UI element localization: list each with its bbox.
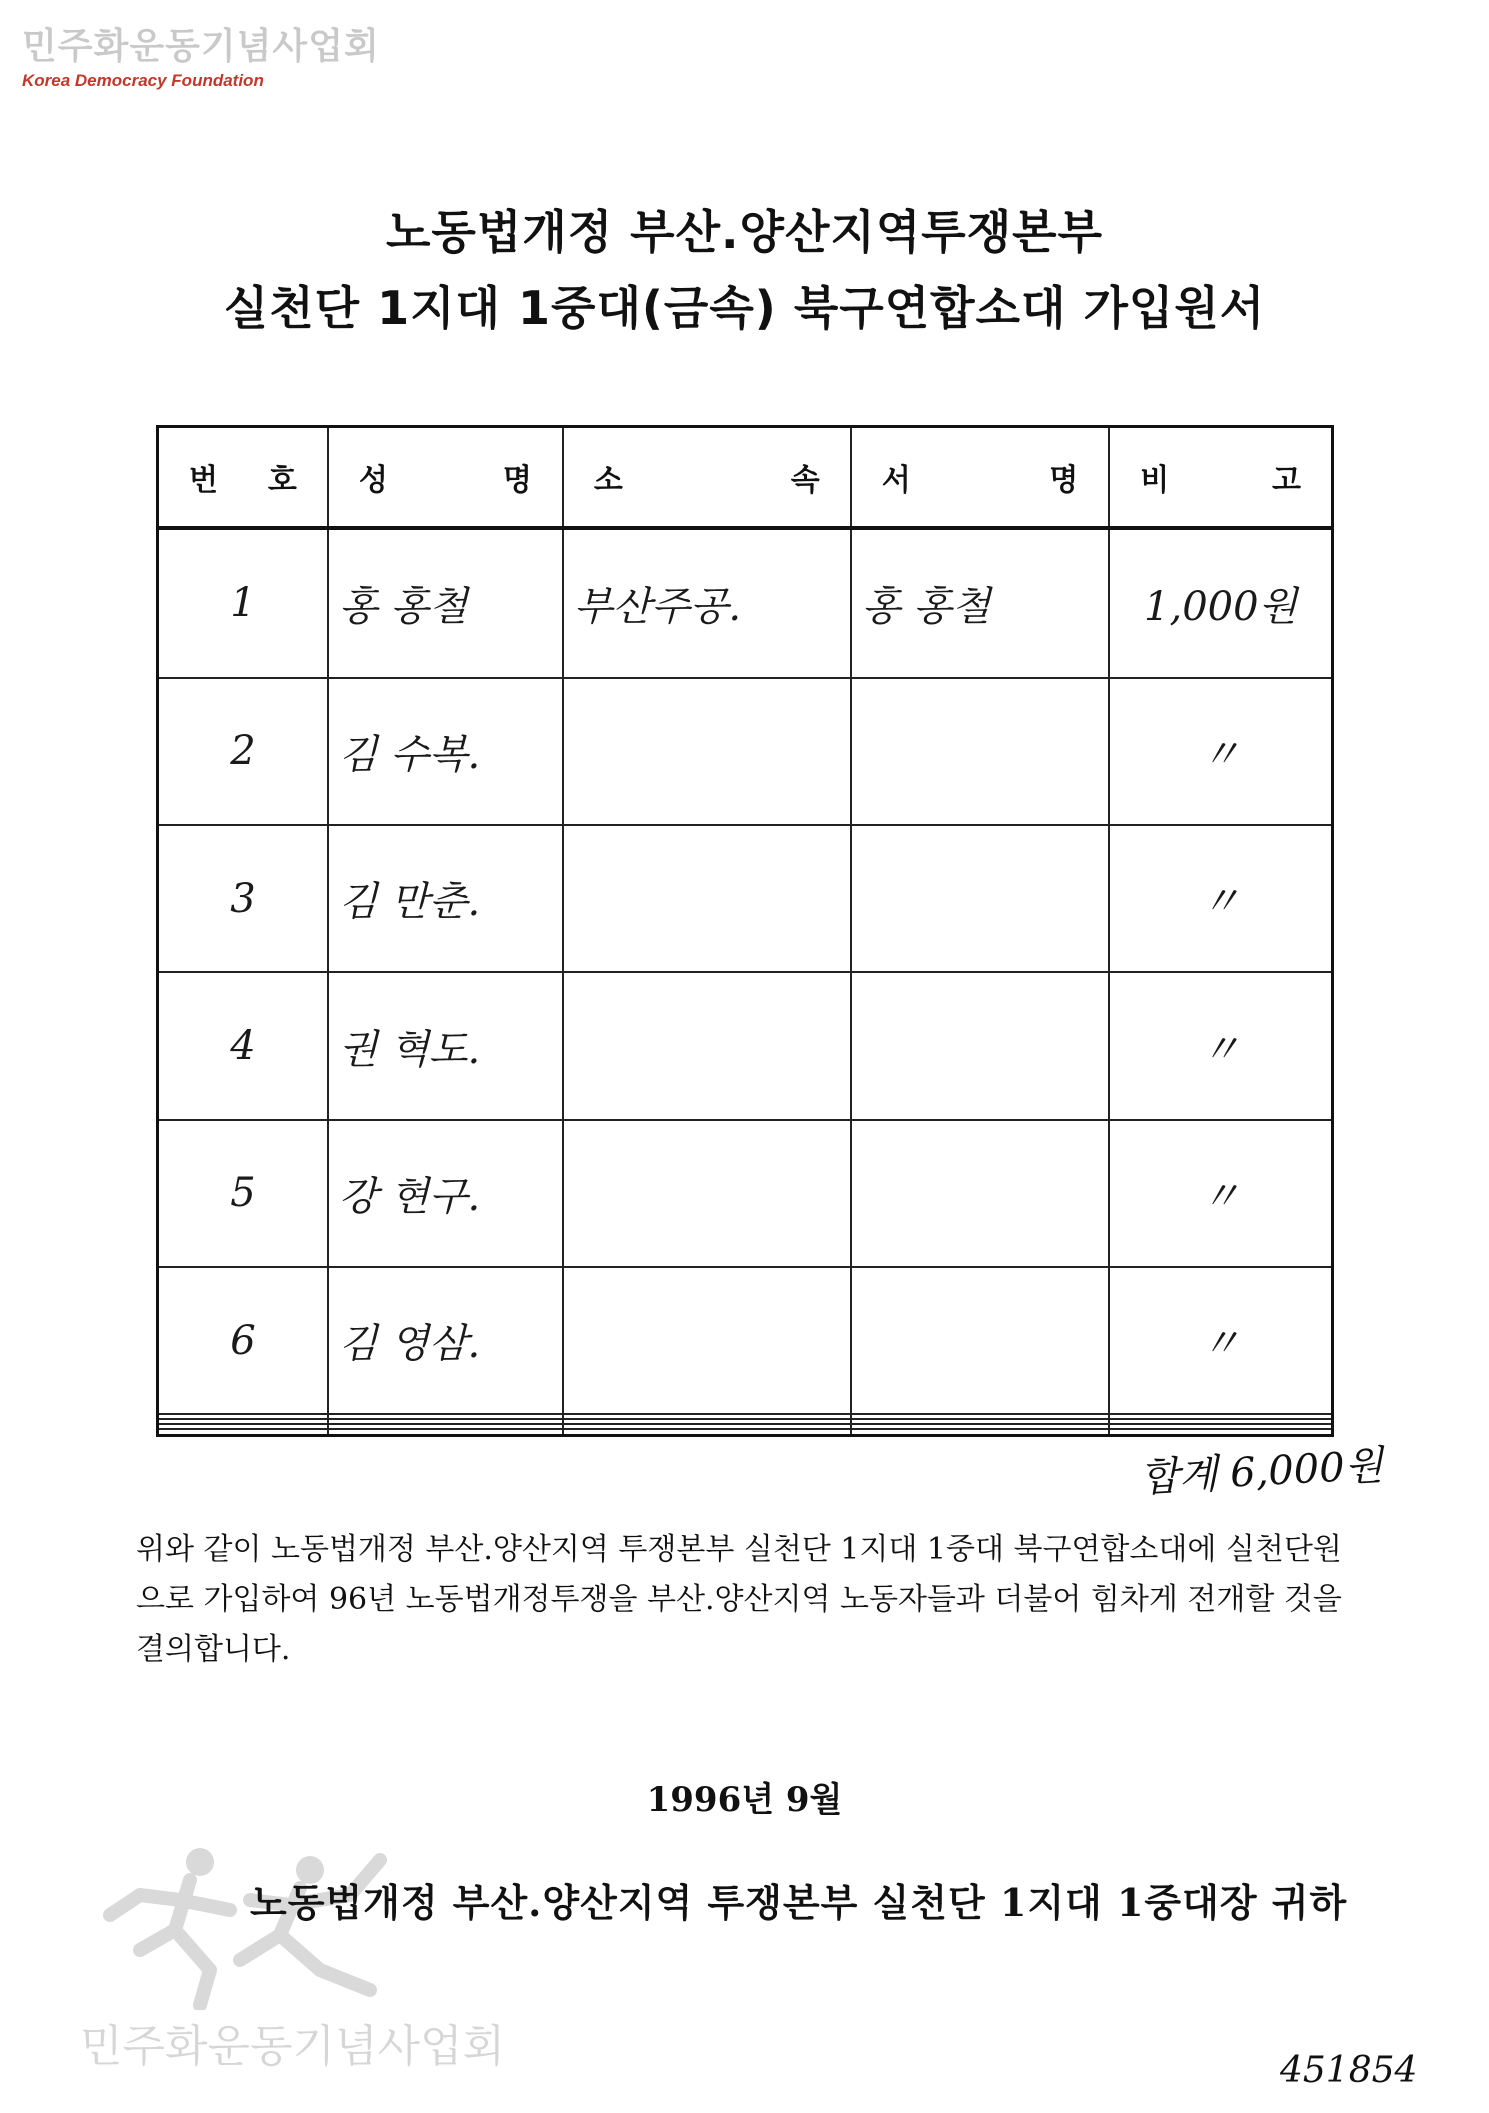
logo-korean: 민주화운동기념사업회	[22, 26, 380, 67]
row-signature	[851, 972, 1110, 1119]
row-affiliation	[563, 1120, 851, 1267]
row-affiliation	[563, 825, 851, 972]
row-name	[328, 1429, 563, 1435]
row-affiliation	[563, 1429, 851, 1435]
table-row	[158, 678, 1333, 825]
header-name: 성 명	[328, 427, 563, 529]
document-date: 1996년 9월	[646, 1780, 843, 1820]
row-affiliation	[563, 1267, 851, 1414]
row-signature	[851, 678, 1110, 825]
table-row	[158, 1120, 1333, 1267]
row-number: 3	[158, 825, 328, 972]
statement-line: 결의합니다.	[136, 1632, 291, 1667]
row-note: 〃	[1109, 678, 1332, 825]
row-note: 1,000원	[1109, 528, 1332, 678]
resolution-statement	[136, 1525, 1350, 1675]
table-row	[158, 1267, 1333, 1414]
table-row	[158, 1429, 1333, 1435]
document-title-line2: 실천단 1지대 1중대(금속) 북구연합소대 가입원서	[223, 281, 1266, 335]
row-number: 5	[158, 1120, 328, 1267]
row-signature	[851, 825, 1110, 972]
row-name: 강 현구.	[328, 1120, 563, 1267]
row-signature	[851, 1267, 1110, 1414]
row-note	[1109, 1429, 1332, 1435]
row-number: 2	[158, 678, 328, 825]
row-signature: 홍 홍철	[851, 528, 1110, 678]
statement-line: 으로 가입하여 96년 노동법개정투쟁을 부산.양산지역 노동자들과 더불어 힘차게 전개할 것을	[136, 1582, 1342, 1617]
row-number	[158, 1429, 328, 1435]
foundation-logo	[22, 18, 380, 91]
row-number: 6	[158, 1267, 328, 1414]
table-header-row	[158, 427, 1333, 529]
row-note: 〃	[1109, 972, 1332, 1119]
row-affiliation: 부산주공.	[563, 528, 851, 678]
row-signature	[851, 1120, 1110, 1267]
table-row	[158, 825, 1333, 972]
table-row	[158, 972, 1333, 1119]
row-affiliation	[563, 972, 851, 1119]
table-row	[158, 528, 1333, 678]
header-remarks: 비 고	[1109, 427, 1332, 529]
total-amount: 합계 6,000원	[1139, 1442, 1385, 1502]
statement-line: 위와 같이 노동법개정 부산.양산지역 투쟁본부 실천단 1지대 1중대 북구연합소대에 실천단원	[136, 1532, 1342, 1567]
row-name: 김 영삼.	[328, 1267, 563, 1414]
membership-table	[156, 425, 1334, 1437]
row-note: 〃	[1109, 1120, 1332, 1267]
header-affiliation: 소 속	[563, 427, 851, 529]
header-number: 번 호	[158, 427, 328, 529]
document-title-line1: 노동법개정 부산.양산지역투쟁본부	[385, 205, 1104, 259]
document-number: 451854	[1280, 2050, 1418, 2091]
row-note: 〃	[1109, 1267, 1332, 1414]
logo-english: Korea Democracy Foundation	[22, 71, 264, 90]
addressee-line: 노동법개정 부산.양산지역 투쟁본부 실천단 1지대 1중대장 귀하	[250, 1880, 1348, 1925]
row-name: 김 수복.	[328, 678, 563, 825]
row-name: 권 혁도.	[328, 972, 563, 1119]
row-number: 1	[158, 528, 328, 678]
header-signature: 서 명	[851, 427, 1110, 529]
row-name: 김 만춘.	[328, 825, 563, 972]
row-affiliation	[563, 678, 851, 825]
watermark-logo	[80, 1840, 506, 2072]
row-signature	[851, 1429, 1110, 1435]
row-number: 4	[158, 972, 328, 1119]
row-name: 홍 홍철	[328, 528, 563, 678]
watermark-text: 민주화운동기념사업회	[80, 2021, 506, 2072]
row-note: 〃	[1109, 825, 1332, 972]
